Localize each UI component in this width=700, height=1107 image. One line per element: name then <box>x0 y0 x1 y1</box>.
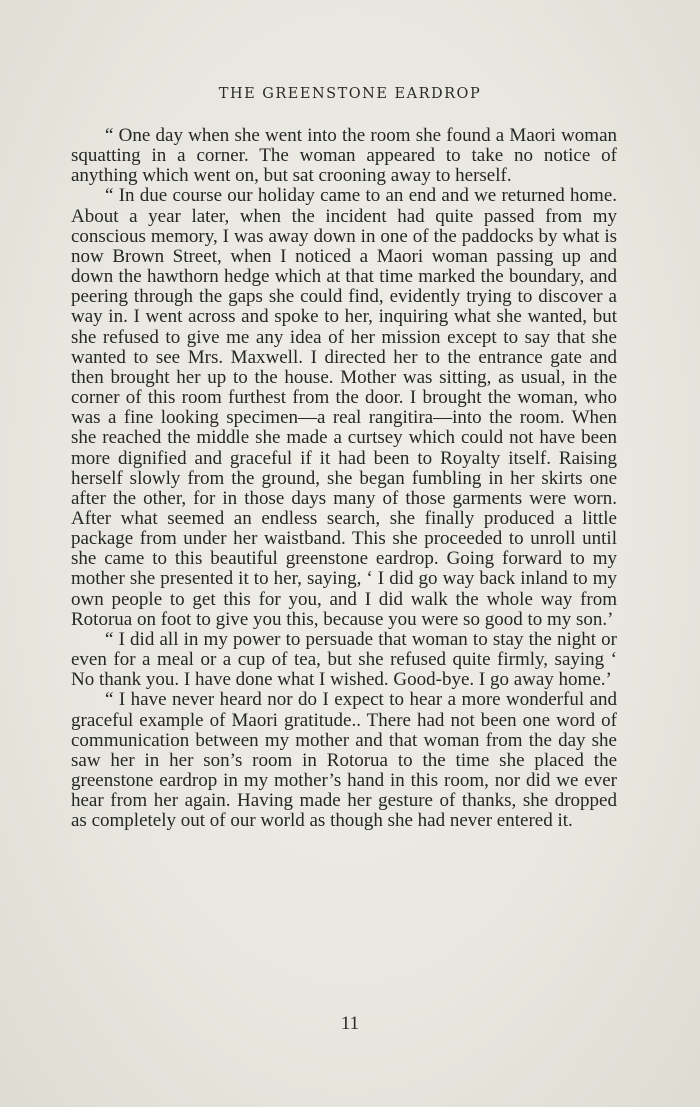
paragraph: “ In due course our holiday came to an end and we returned home. About a year later, when the incident had quite passed from my conscious memory, I was away down in one of the paddocks by what is now Brown Street, when I noticed a Maori woman passing up and down the hawthorn hedge which at that time marked the boundary, and peering through the gaps she could find, evidently trying to discover a way in. I went across and spoke to her, inquiring what she wanted, but she refused to give me any idea of her mission except to say that she wanted to see Mrs. Maxwell. I directed her to the entrance gate and then brought her up to the house. Mother was sitting, as usual, in the corner of this room furthest from the door. I brought the woman, who was a fine looking specimen—a real rangitira—into the room. When she reached the middle she made a curtsey which could not have been more dignified and graceful if it had been to Royalty itself. Raising herself slowly from the ground, she began fumbling in her skirts one after the other, for in those days many of those garments were worn. After what seemed an endless search, she finally produced a little package from under her waistband. This she proceeded to unroll until she came to this beautiful greenstone eardrop. Going forward to my mother she presented it to her, saying, ‘ I did go way back inland to my own people to get this for you, and I did walk the whole way from Rotorua on foot to give you this, because you were so good to my son.’ <box>71 185 617 630</box>
running-head: THE GREENSTONE EARDROP <box>218 86 482 102</box>
paragraph: “ I have never heard nor do I expect to hear a more wonderful and graceful example of Maori gratitude.. There had not been one word of communication between my mother and that woman from the day she saw her in her son’s room in Rotorua to the time she placed the greenstone eardrop in my mother’s hand in this room, nor did we ever hear from her again. Having made her gesture of thanks, she dropped as completely out of our world as though she had never entered it. <box>71 689 617 832</box>
paragraph: “ One day when she went into the room she found a Maori woman squatting in a corner. The woman appeared to take no notice of anything which went on, but sat crooning away to herself. <box>71 125 617 187</box>
body-text <box>71 126 617 831</box>
page-number: 11 <box>340 1013 360 1034</box>
paragraph: “ I did all in my power to persuade that woman to stay the night or even for a meal or a cup of tea, but she refused quite firmly, saying ‘ No thank you. I have done what I wished. Good-bye. I go away home.’ <box>71 628 617 691</box>
